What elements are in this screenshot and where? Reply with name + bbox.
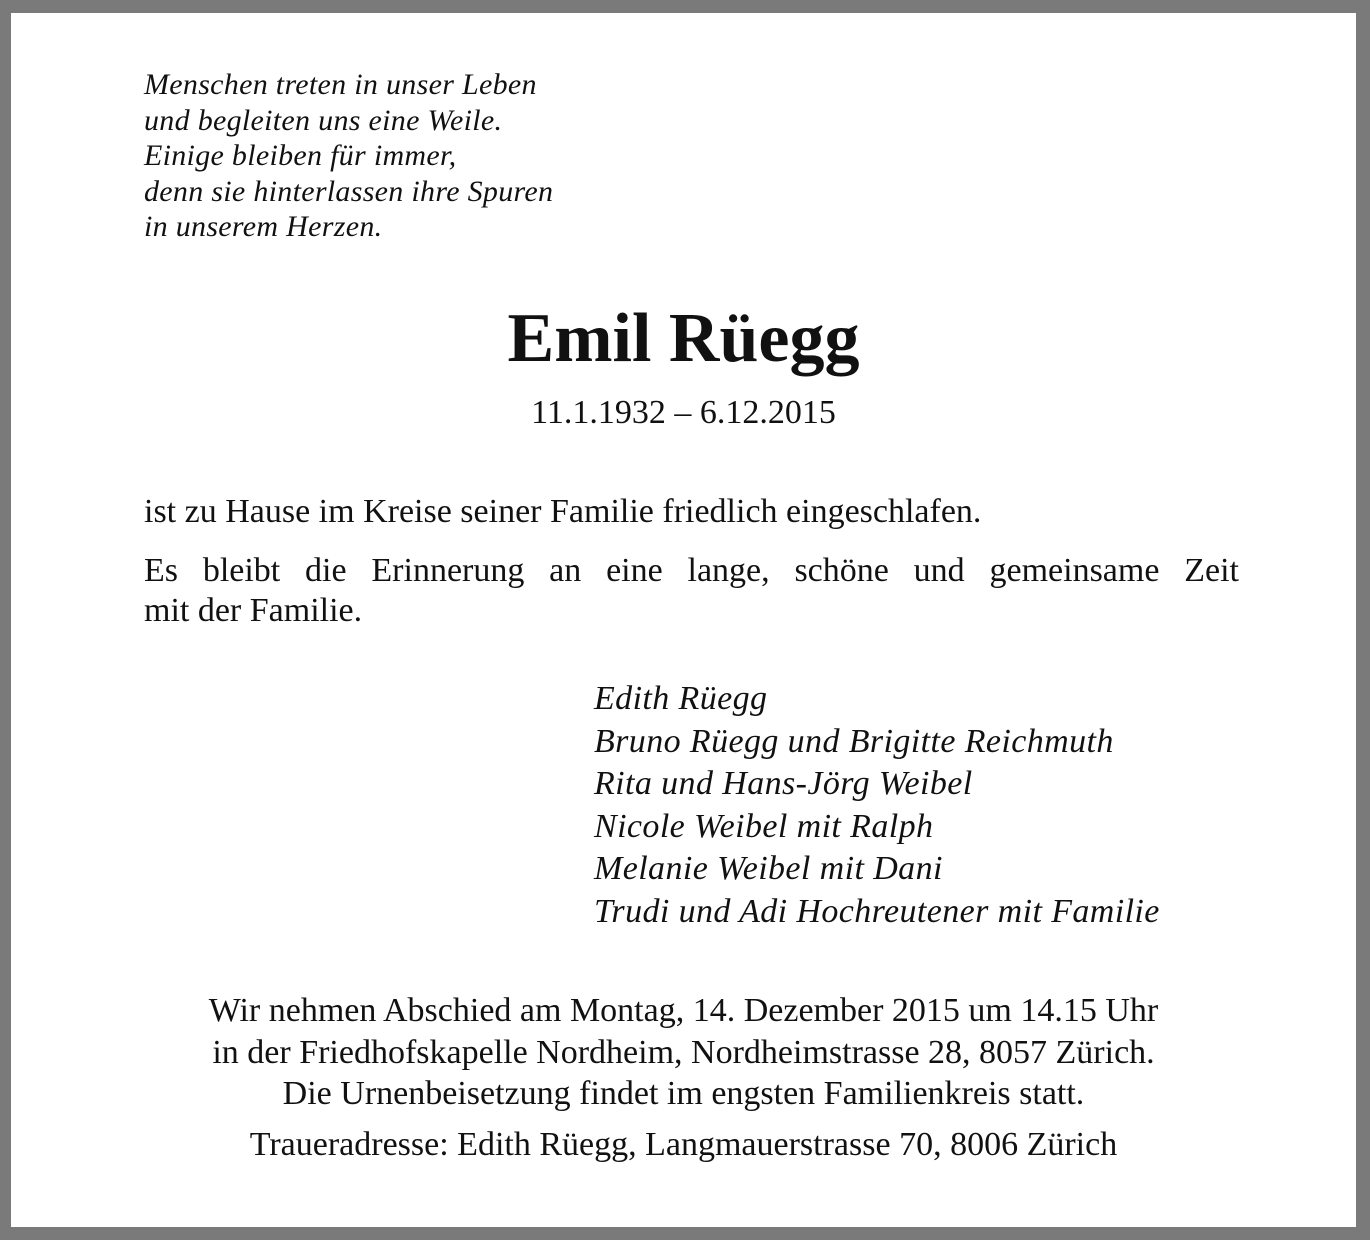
mourner-name: Trudi und Adi Hochreutener mit Familie	[594, 892, 1160, 930]
poem-line: in unserem Herzen.	[144, 210, 383, 243]
mourner-name: Edith Rüegg	[594, 680, 768, 717]
mourning-address: Traueradresse: Edith Rüegg, Langmauerstrasse 70, 8006 Zürich	[249, 1126, 1118, 1163]
poem-line: denn sie hinterlassen ihre Spuren	[144, 174, 554, 208]
farewell-line: Wir nehmen Abschied am Montag, 14. Dezember 2015 um 14.15 Uhr	[208, 992, 1159, 1029]
life-dates: 11.1.1932 – 6.12.2015	[531, 394, 836, 431]
mourners-list	[594, 678, 1160, 933]
mourner-name: Bruno Rüegg und Brigitte Reichmuth	[594, 722, 1114, 760]
mourner-name: Melanie Weibel mit Dani	[594, 850, 943, 887]
deceased-name: Emil Rüegg	[507, 300, 860, 377]
farewell-line: in der Friedhofskapelle Nordheim, Nordheimstrasse 28, 8057 Zürich.	[212, 1033, 1155, 1071]
poem-line: und begleiten uns eine Weile.	[144, 103, 503, 137]
announcement-text: ist zu Hause im Kreise seiner Familie friedlich eingeschlafen.	[144, 493, 982, 530]
poem-line: Menschen treten in unser Leben	[144, 68, 537, 101]
memory-text	[144, 551, 1239, 631]
memory-text-line: mit der Familie.	[144, 592, 363, 629]
farewell-line: Die Urnenbeisetzung findet im engsten Familienkreis statt.	[282, 1075, 1085, 1112]
mourner-name: Rita und Hans-Jörg Weibel	[594, 765, 973, 802]
poem	[144, 67, 553, 245]
memory-text-line: Es bleibt die Erinnerung an eine lange, schöne und gemeinsame Zeit	[144, 552, 1239, 589]
obituary-page	[11, 13, 1356, 1227]
farewell-notice	[11, 990, 1356, 1115]
poem-line: Einige bleiben für immer,	[144, 139, 457, 172]
mourner-name: Nicole Weibel mit Ralph	[594, 807, 934, 845]
